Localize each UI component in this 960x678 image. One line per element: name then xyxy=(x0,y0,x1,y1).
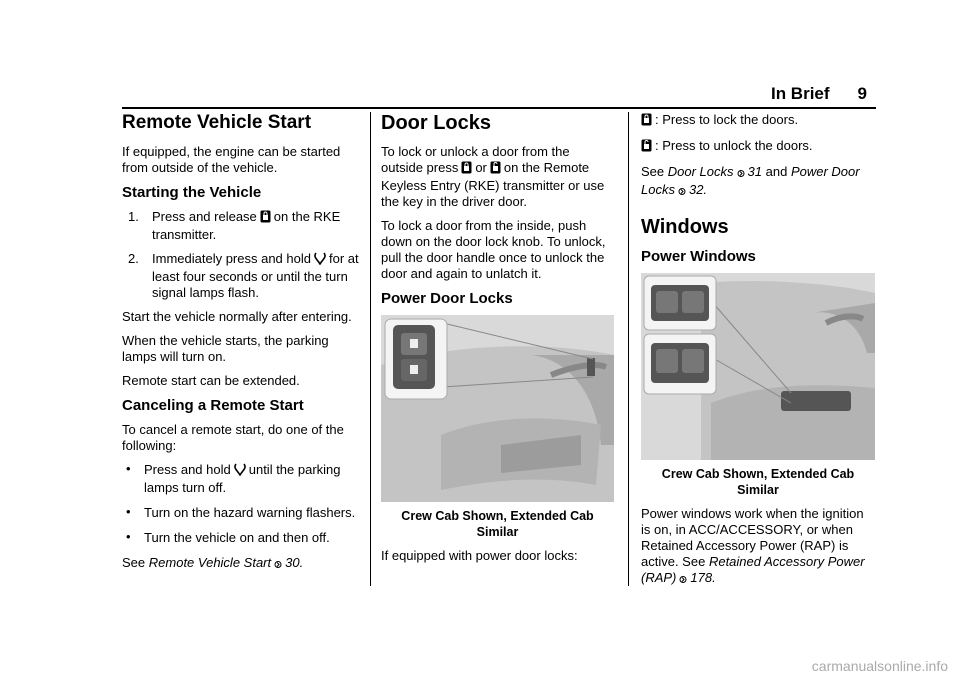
header-rule xyxy=(122,107,876,109)
bullet-dot: • xyxy=(126,461,131,476)
lock-instruction xyxy=(641,112,875,130)
cancel-heading: Canceling a Remote Start xyxy=(122,397,304,414)
power-door-locks-page: 32. xyxy=(688,182,708,197)
door-locks-title: Door Locks xyxy=(381,112,492,134)
column-remote-start xyxy=(122,112,360,581)
windows-title: Windows xyxy=(641,216,729,238)
start-normally-text: Start the vehicle normally after entering. xyxy=(122,309,352,324)
parking-lamps-text: When the vehicle starts, the parking lamps will turn on. xyxy=(122,333,329,364)
remote-start-intro: If equipped, the engine can be started from outside of the vehicle. xyxy=(122,144,341,175)
bullet-item xyxy=(122,462,360,496)
column-door-locks xyxy=(381,112,614,572)
page-ref-icon xyxy=(274,557,282,573)
watermark-text: carmanualsonline.info xyxy=(811,658,948,674)
bullet-dot: • xyxy=(126,529,131,544)
step-1 xyxy=(122,209,360,243)
bullet-1-text-b: until the parking lamps turn off. xyxy=(144,462,341,495)
door-locks-link[interactable]: Door Locks xyxy=(667,164,734,179)
running-header xyxy=(771,84,867,104)
step-2 xyxy=(122,251,360,301)
step-2-text-b: for at least four seconds or until the turn signal lamps flash. xyxy=(152,251,359,300)
door-locks-text-b: on the Remote Keyless Entry (RKE) transmitter or use the key in the driver door. xyxy=(381,160,605,209)
see-reference xyxy=(122,555,360,573)
step-1-number: 1. xyxy=(128,209,139,224)
power-windows-body: Power windows work when the ignition is on, in ACC/ACCESSORY, or when Retained Accessory Power (RAP) is active. See xyxy=(641,506,864,569)
step-2-number: 2. xyxy=(128,251,139,266)
remote-start-link[interactable]: Remote Vehicle Start xyxy=(148,555,272,570)
power-windows-caption: Crew Cab Shown, Extended Cab Similar xyxy=(661,467,855,497)
step-2-text-a: Immediately press and hold xyxy=(152,251,311,266)
power-windows-heading: Power Windows xyxy=(641,248,756,265)
power-door-locks-caption: Crew Cab Shown, Extended Cab Similar xyxy=(401,509,594,539)
bullet-2-text: Turn on the hazard warning flashers. xyxy=(144,505,356,520)
see-label: See xyxy=(122,555,146,570)
rap-page: 178. xyxy=(690,570,716,585)
rap-link[interactable]: Retained Accessory Power (RAP) xyxy=(641,554,865,585)
door-locks-or: or xyxy=(475,160,487,175)
bullet-item xyxy=(122,505,360,521)
door-locks-text-a: To lock or unlock a door from the outside press xyxy=(381,144,570,175)
column-windows xyxy=(641,112,875,596)
column-divider-2 xyxy=(628,112,629,586)
unlock-icon xyxy=(490,161,501,178)
door-locks-reference xyxy=(641,164,875,200)
bullet-3-text: Turn the vehicle on and then off. xyxy=(144,530,330,545)
power-door-locks-heading: Power Door Locks xyxy=(381,290,513,307)
inside-lock-text: To lock a door from the inside, push down on the door lock knob. To unlock, pull the door handle once to unlock the door and again to unlatch it. xyxy=(381,218,606,281)
power-locks-intro: If equipped with power door locks: xyxy=(381,548,578,563)
column-divider-1 xyxy=(370,112,371,586)
unlock-icon xyxy=(641,139,652,156)
extended-text: Remote start can be extended. xyxy=(122,373,300,388)
page-ref-icon xyxy=(678,184,686,200)
remote-start-icon xyxy=(234,463,246,480)
bullet-item xyxy=(122,530,360,546)
step-1-text-b: on the RKE transmitter. xyxy=(152,209,341,242)
page-ref-icon xyxy=(679,572,687,588)
page-ref-icon xyxy=(737,166,745,182)
lock-icon xyxy=(260,210,271,227)
bullet-dot: • xyxy=(126,504,131,519)
door-locks-page: 31 xyxy=(747,164,762,179)
door-locks-intro xyxy=(381,144,614,210)
unlock-text: : Press to unlock the doors. xyxy=(655,138,813,153)
page-number: 9 xyxy=(857,84,867,103)
lock-icon xyxy=(641,113,652,130)
remote-start-page: 30. xyxy=(285,555,304,570)
section-title: In Brief xyxy=(770,84,830,103)
lock-icon xyxy=(461,161,472,178)
see-label: See xyxy=(641,164,665,179)
power-door-locks-link[interactable]: Power Door Locks xyxy=(641,164,860,197)
starting-heading: Starting the Vehicle xyxy=(122,184,262,201)
bullet-1-text-a: Press and hold xyxy=(144,462,231,477)
unlock-instruction xyxy=(641,138,875,156)
remote-start-icon xyxy=(314,252,326,269)
and-label: and xyxy=(765,164,788,179)
remote-start-title: Remote Vehicle Start xyxy=(122,112,312,133)
power-windows-figure xyxy=(641,273,875,460)
step-1-text-a: Press and release xyxy=(152,209,257,224)
power-door-locks-figure xyxy=(381,315,614,502)
cancel-intro: To cancel a remote start, do one of the following: xyxy=(122,422,344,453)
lock-text: : Press to lock the doors. xyxy=(655,112,799,127)
watermark xyxy=(0,658,960,674)
power-windows-text xyxy=(641,506,875,588)
